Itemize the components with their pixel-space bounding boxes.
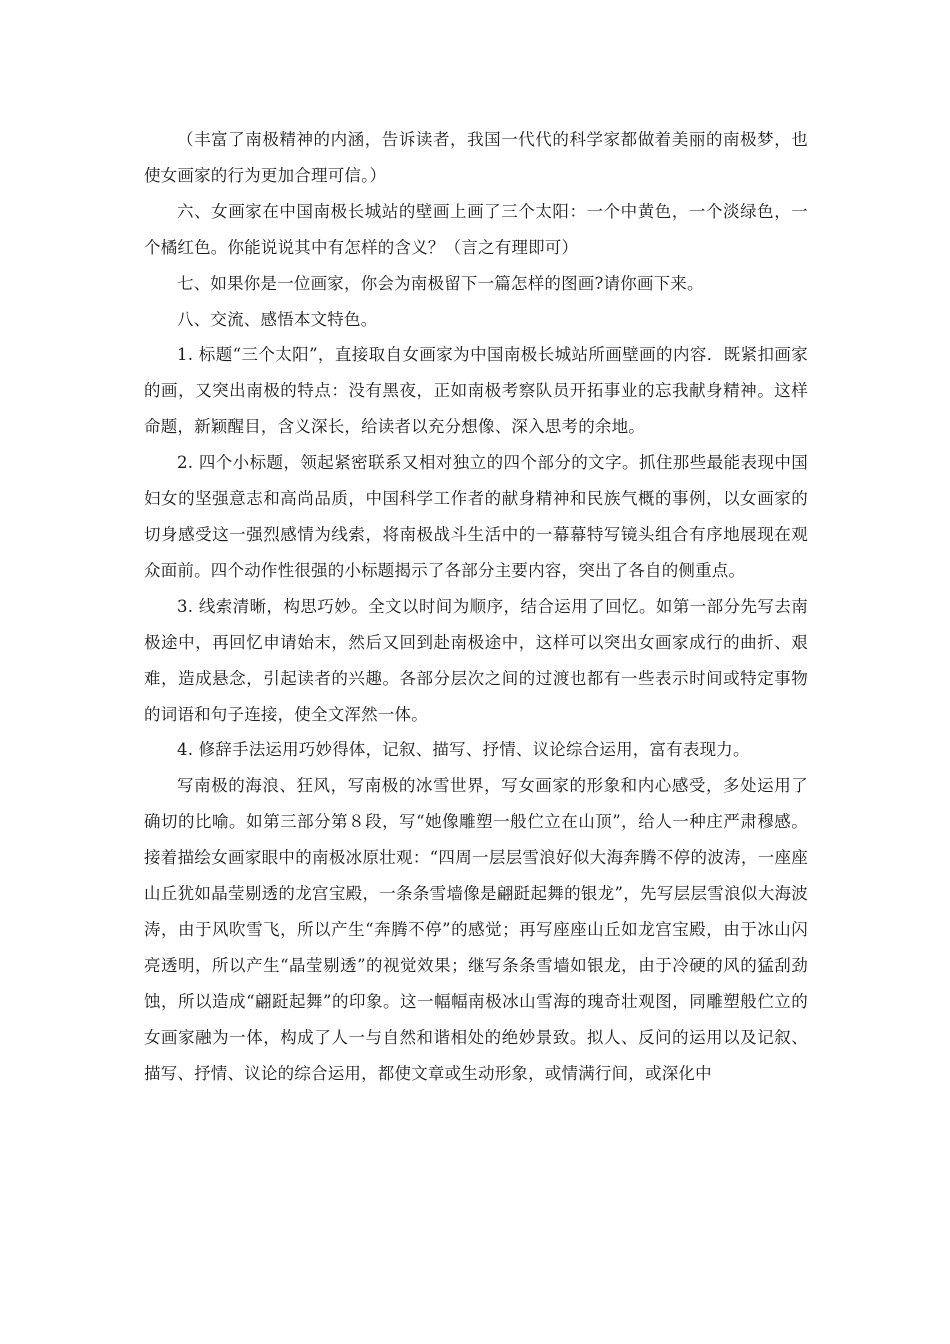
paragraph-point-one: 1. 标题“三个太阳”，直接取自女画家为中国南极长城站所画壁画的内容．既紧扣画家的画，又突出南极的特点：没有黑夜，正如南极考察队员开拓事业的忘我献身精神。这样命题，新颖醒目，含义深长，给读者以充分想像、深入思考的余地。 (144, 345, 808, 437)
document-body (144, 122, 808, 1091)
paragraph-point-four: 4. 修辞手法运用巧妙得体，记叙、描写、抒情、议论综合运用，富有表现力。 (177, 740, 750, 760)
paragraph-question-six: 六、女画家在中国南极长城站的壁画上画了三个太阳：一个中黄色，一个淡绿色，一个橘红色。你能说说其中有怎样的含义？（言之有理即可） (144, 201, 808, 257)
paragraph-section-eight: 八、交流、感悟本文特色。 (177, 309, 378, 329)
paragraph-question-seven: 七、如果你是一位画家，你会为南极留下一篇怎样的图画?请你画下来。 (177, 273, 704, 293)
paragraph-answer-note: （丰富了南极精神的内涵，告诉读者，我国一代代的科学家都做着美丽的南极梦，也使女画家的行为更加合理可信。） (144, 130, 808, 185)
paragraph-point-two: 2. 四个小标题，领起紧密联系又相对独立的四个部分的文字。抓住那些最能表现中国妇女的坚强意志和高尚品质，中国科学工作者的献身精神和民族气概的事例，以女画家的切身感受这一强烈感情为线索，将南极战斗生活中的一幕幕特写镜头组合有序地展现在观众面前。四个动作性很强的小标题揭示了各部分主要内容，突出了各自的侧重点。 (144, 453, 808, 580)
paragraph-point-three: 3. 线索清晰，构思巧妙。全文以时间为顺序，结合运用了回忆。如第一部分先写去南极途中，再回忆申请始末，然后又回到赴南极途中，这样可以突出女画家成行的曲折、艰难，造成悬念，引起读者的兴趣。各部分层次之间的过渡也都有一些表示时间或特定事物的词语和句子连接，使全文浑然一体。 (144, 596, 808, 724)
paragraph-rhetoric-analysis: 写南极的海浪、狂风，写南极的冰雪世界，写女画家的形象和内心感受，多处运用了确切的比喻。如第三部分第８段，写“她像雕塑一般伫立在山顶”，给人一种庄严肃穆感。接着描绘女画家眼中的南极冰原壮观：“四周一层层雪浪好似大海奔腾不停的波涛，一座座山丘犹如晶莹剔透的龙宫宝殿，一条条雪墙像是翩跹起舞的银龙”，先写层层雪浪似大海波涛，由于风吹雪飞，所以产生“奔腾不停”的感觉；再写座座山丘如龙宫宝殿，由于冰山闪亮透明，所以产生“晶莹剔透”的视觉效果；继写条条雪墙如银龙，由于冷硬的风的猛刮劲蚀，所以造成“翩跹起舞”的印象。这一幅幅南极冰山雪海的瑰奇壮观图，同雕塑般伫立的女画家融为一体，构成了人一与自然和谐相处的绝妙景致。拟人、反问的运用以及记叙、描写、抒情、议论的综合运用，都使文章或生动形象，或情满行间，或深化中 (144, 776, 808, 1083)
